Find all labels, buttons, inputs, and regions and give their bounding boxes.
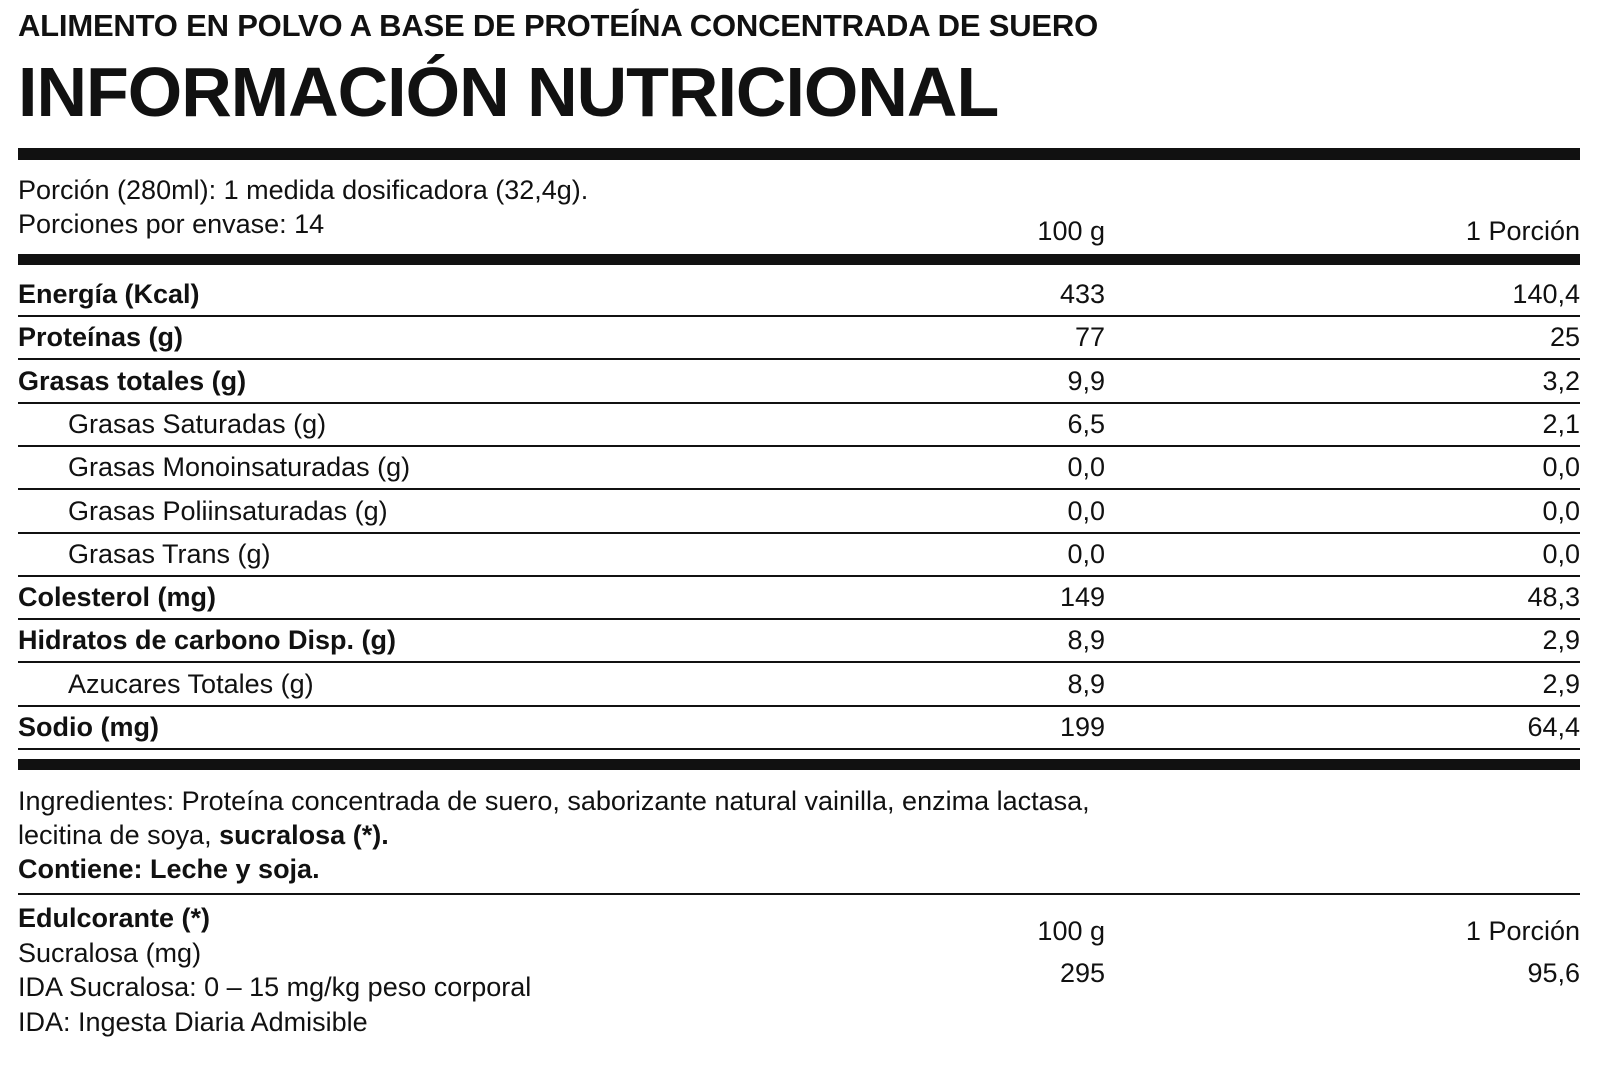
nutrient-row <box>18 403 1588 447</box>
allergen-statement: Contiene: Leche y soja. <box>18 854 320 884</box>
nutrient-row <box>18 316 1588 360</box>
nutrition-label <box>18 0 1588 1076</box>
bottom-divider <box>18 759 1580 770</box>
sweetener-ida: IDA Sucralosa: 0 – 15 mg/kg peso corporal <box>18 972 532 1002</box>
nutrient-value-portion: 48,3 <box>1527 582 1580 613</box>
nutrient-name: Grasas Monoinsaturadas (g) <box>68 452 411 483</box>
nutrient-value-100g: 0,0 <box>1067 538 1105 569</box>
nutrient-value-100g: 77 <box>1074 322 1105 353</box>
nutrient-name: Hidratos de carbono Disp. (g) <box>18 625 397 656</box>
sweetener-heading: Edulcorante (*) <box>18 903 211 933</box>
sweetener-value-portion: 95,6 <box>1527 958 1580 988</box>
portions-per-container: Porciones por envase: 14 <box>18 209 325 239</box>
nutrient-value-100g: 9,9 <box>1067 365 1105 396</box>
nutrient-name: Grasas Trans (g) <box>68 538 271 569</box>
nutrient-row <box>18 273 1588 317</box>
nutrient-row <box>18 619 1588 663</box>
nutrient-row <box>18 533 1588 577</box>
ida-definition: IDA: Ingesta Diaria Admisible <box>18 1007 368 1037</box>
header-divider <box>18 254 1580 265</box>
column-header-100g: 100 g <box>1037 216 1105 246</box>
row-divider <box>18 748 1580 750</box>
nutrient-name: Grasas Poliinsaturadas (g) <box>68 495 388 526</box>
nutrient-value-100g: 433 <box>1059 279 1105 309</box>
sweetener-name: Sucralosa (mg) <box>18 938 202 968</box>
product-description: ALIMENTO EN POLVO A BASE DE PROTEÍNA CONCENTRADA DE SUERO <box>18 8 1098 43</box>
nutrient-value-100g: 6,5 <box>1067 408 1105 439</box>
sweetener-header-100g: 100 g <box>1037 916 1105 946</box>
nutrient-name: Proteínas (g) <box>18 322 184 353</box>
nutrient-value-portion: 0,0 <box>1542 495 1580 526</box>
nutrient-value-100g: 8,9 <box>1067 668 1105 699</box>
ingredients-text: lecitina de soya, <box>18 820 220 850</box>
ingredients-line-1: Ingredientes: Proteína concentrada de suero, saborizante natural vainilla, enzima lactasa, <box>18 786 1090 816</box>
nutrient-value-100g: 8,9 <box>1067 625 1105 656</box>
nutrient-value-portion: 64,4 <box>1527 712 1580 742</box>
nutrient-value-portion: 2,1 <box>1542 408 1580 439</box>
nutrient-row <box>18 706 1588 750</box>
page-title: INFORMACIÓN NUTRICIONAL <box>18 53 999 131</box>
sweetener-divider <box>18 893 1580 895</box>
sweetener-header-portion: 1 Porción <box>1465 916 1580 946</box>
nutrient-name: Colesterol (mg) <box>18 582 217 613</box>
nutrient-row <box>18 446 1588 490</box>
nutrient-name: Grasas totales (g) <box>18 365 247 396</box>
nutrient-value-portion: 0,0 <box>1542 452 1580 483</box>
nutrient-value-portion: 0,0 <box>1542 538 1580 569</box>
nutrient-row <box>18 360 1588 404</box>
nutrient-row <box>18 576 1588 620</box>
nutrient-value-portion: 140,4 <box>1512 279 1580 309</box>
nutrient-value-portion: 2,9 <box>1542 668 1580 699</box>
nutrient-name: Energía (Kcal) <box>18 279 200 309</box>
nutrient-value-portion: 2,9 <box>1542 625 1580 656</box>
nutrient-name: Grasas Saturadas (g) <box>68 408 327 439</box>
portion-size: Porción (280ml): 1 medida dosificadora (32,4g). <box>18 175 589 205</box>
nutrient-value-portion: 3,2 <box>1542 365 1580 396</box>
nutrient-value-100g: 0,0 <box>1067 495 1105 526</box>
nutrient-name: Azucares Totales (g) <box>68 668 314 699</box>
nutrient-name: Sodio (mg) <box>18 712 159 742</box>
ingredients-line-2 <box>18 820 389 851</box>
sweetener-ingredient: sucralosa (*). <box>219 820 389 850</box>
column-header-portion: 1 Porción <box>1465 216 1580 246</box>
sweetener-value-100g: 295 <box>1059 958 1105 988</box>
nutrient-value-100g: 149 <box>1059 582 1105 613</box>
nutrient-value-portion: 25 <box>1549 322 1580 353</box>
nutrient-row <box>18 663 1588 707</box>
nutrient-value-100g: 0,0 <box>1067 452 1105 483</box>
nutrient-value-100g: 199 <box>1059 712 1105 742</box>
nutrient-row <box>18 490 1588 534</box>
top-divider <box>18 148 1580 160</box>
